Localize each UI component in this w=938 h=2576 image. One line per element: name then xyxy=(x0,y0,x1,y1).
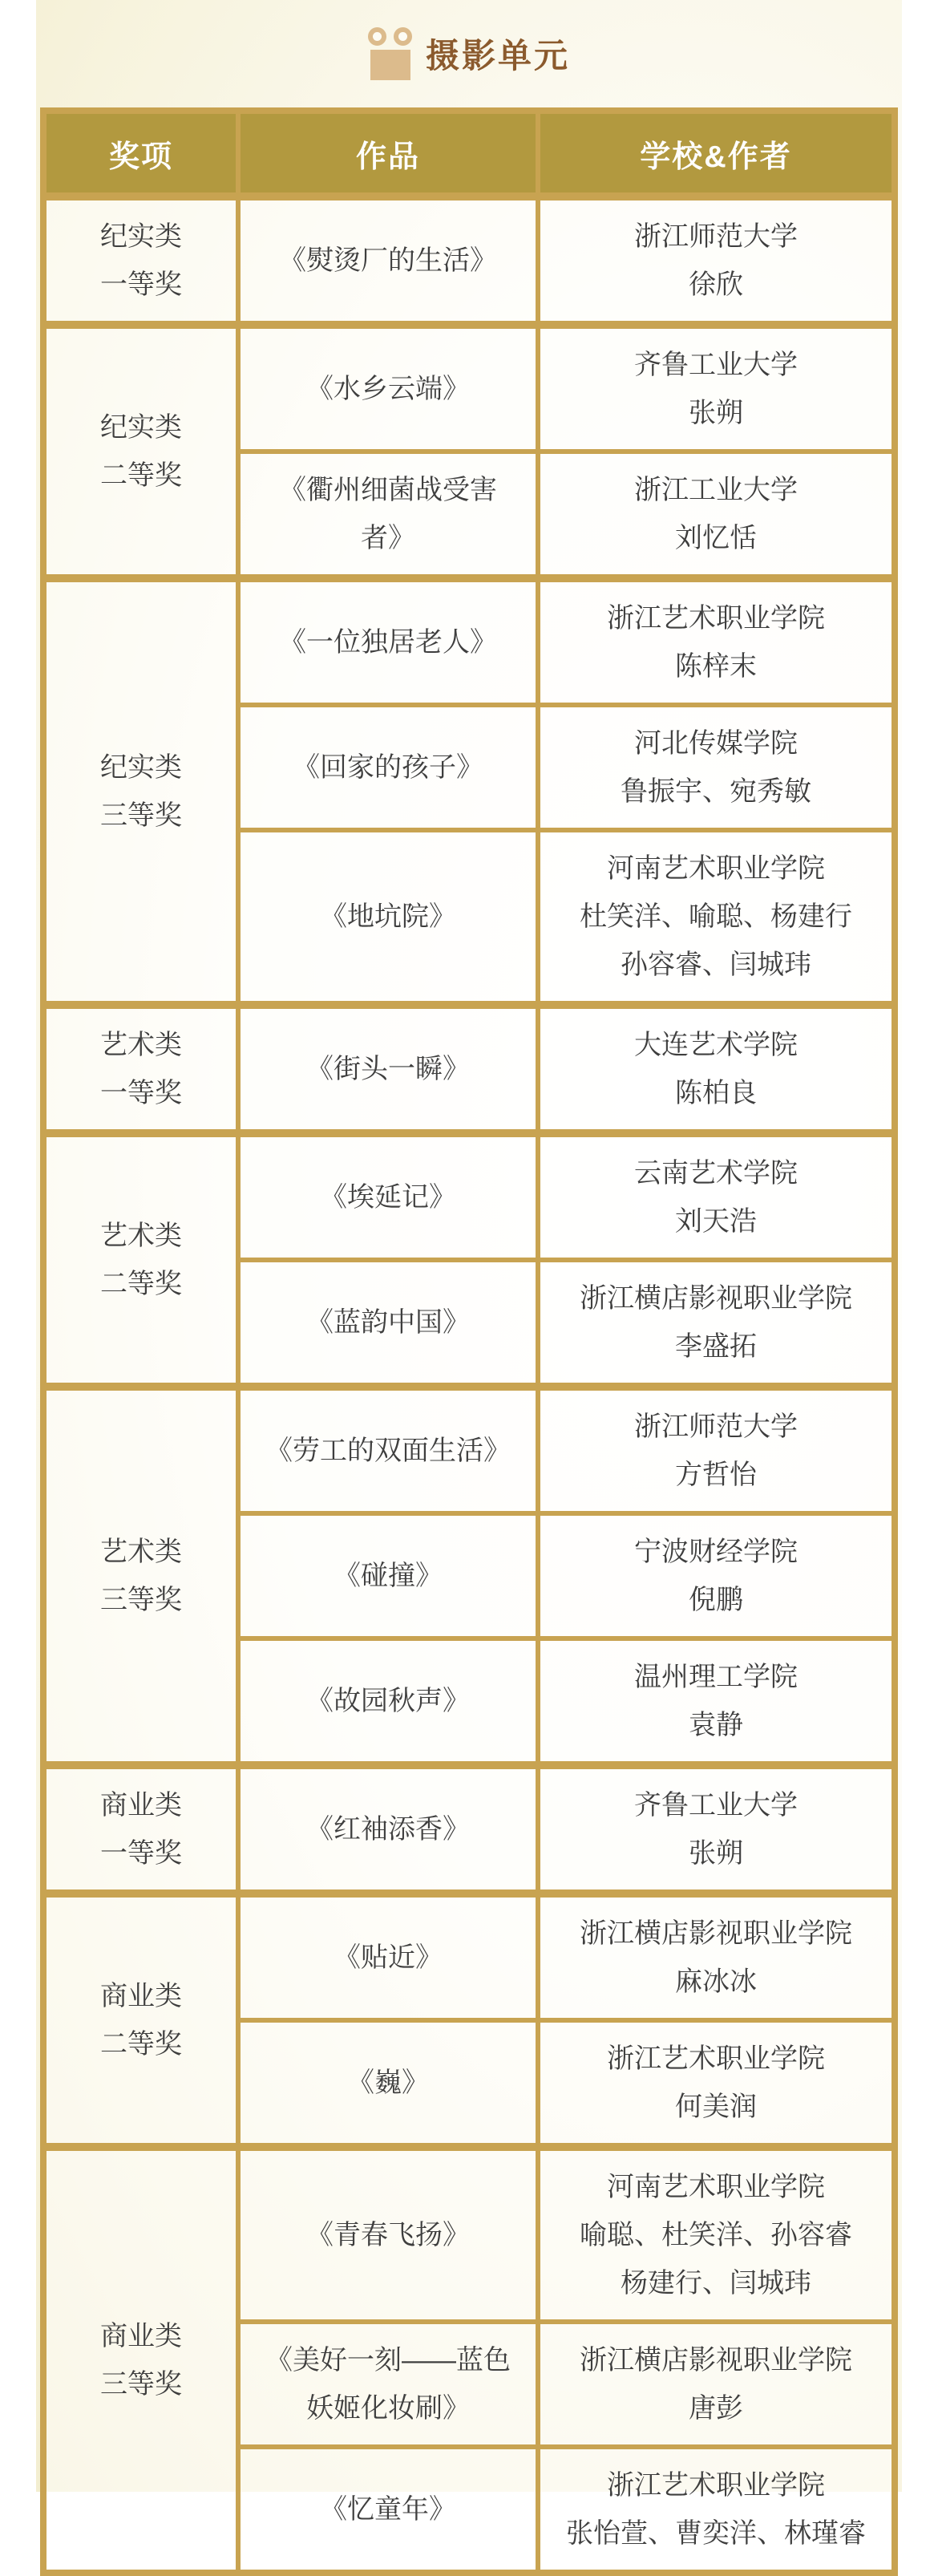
film-projector-icon xyxy=(368,27,413,80)
work-cell: 《衢州细菌战受害 者》 xyxy=(238,452,538,578)
work-cell: 《劳工的双面生活》 xyxy=(238,1387,538,1513)
table-row xyxy=(43,1133,895,1260)
work-cell: 《青春飞扬》 xyxy=(238,2147,538,2322)
award-group-cell: 商业类 三等奖 xyxy=(43,2147,238,2573)
content-panel xyxy=(36,0,902,2549)
school-author-cell: 齐鲁工业大学 张朔 xyxy=(538,1765,895,1894)
work-cell: 《地坑院》 xyxy=(238,830,538,1005)
school-author-cell: 浙江师范大学 徐欣 xyxy=(538,196,895,325)
work-cell: 《回家的孩子》 xyxy=(238,705,538,830)
work-cell: 《红袖添香》 xyxy=(238,1765,538,1894)
school-author-cell: 浙江横店影视职业学院 麻冰冰 xyxy=(538,1894,895,2020)
projector-reel-right xyxy=(394,27,412,46)
school-author-cell: 河南艺术职业学院 杜笑洋、喻聪、杨建行 孙容睿、闫城玮 xyxy=(538,830,895,1005)
school-author-cell: 河南艺术职业学院 喻聪、杜笑洋、孙容睿 杨建行、闫城玮 xyxy=(538,2147,895,2322)
award-group-cell: 艺术类 三等奖 xyxy=(43,1387,238,1765)
page-header xyxy=(36,0,902,107)
page-title: 摄影单元 xyxy=(425,37,570,75)
table-row xyxy=(43,1765,895,1894)
award-group-cell: 商业类 二等奖 xyxy=(43,1894,238,2147)
work-cell: 《街头一瞬》 xyxy=(238,1005,538,1133)
school-author-cell: 云南艺术学院 刘天浩 xyxy=(538,1133,895,1260)
school-author-cell: 齐鲁工业大学 张朔 xyxy=(538,325,895,452)
work-cell: 《埃延记》 xyxy=(238,1133,538,1260)
column-header-work: 作品 xyxy=(238,111,538,196)
award-group-cell: 艺术类 一等奖 xyxy=(43,1005,238,1133)
column-header-school-author: 学校&作者 xyxy=(538,111,895,196)
award-group-cell: 纪实类 一等奖 xyxy=(43,196,238,325)
work-cell: 《蓝韵中国》 xyxy=(238,1260,538,1387)
school-author-cell: 河北传媒学院 鲁振宇、宛秀敏 xyxy=(538,705,895,830)
school-author-cell: 浙江艺术职业学院 陈梓末 xyxy=(538,578,895,705)
table-row xyxy=(43,325,895,452)
work-cell: 《熨烫厂的生活》 xyxy=(238,196,538,325)
work-cell: 《碰撞》 xyxy=(238,1513,538,1638)
school-author-cell: 浙江艺术职业学院 何美润 xyxy=(538,2020,895,2147)
school-author-cell: 浙江工业大学 刘忆恬 xyxy=(538,452,895,578)
work-cell: 《忆童年》 xyxy=(238,2447,538,2573)
school-author-cell: 宁波财经学院 倪鹏 xyxy=(538,1513,895,1638)
work-cell: 《水乡云端》 xyxy=(238,325,538,452)
awards-table xyxy=(40,107,898,2576)
work-cell: 《一位独居老人》 xyxy=(238,578,538,705)
school-author-cell: 浙江艺术职业学院 张怡萱、曹奕洋、林瑾睿 xyxy=(538,2447,895,2573)
school-author-cell: 大连艺术学院 陈柏良 xyxy=(538,1005,895,1133)
projector-body xyxy=(370,50,410,80)
table-row xyxy=(43,578,895,705)
table-header-row xyxy=(43,111,895,196)
work-cell: 《贴近》 xyxy=(238,1894,538,2020)
work-cell: 《故园秋声》 xyxy=(238,1638,538,1765)
school-author-cell: 浙江师范大学 方哲怡 xyxy=(538,1387,895,1513)
projector-reel-left xyxy=(368,27,386,46)
award-group-cell: 纪实类 二等奖 xyxy=(43,325,238,578)
award-group-cell: 艺术类 二等奖 xyxy=(43,1133,238,1387)
school-author-cell: 温州理工学院 袁静 xyxy=(538,1638,895,1765)
table-row xyxy=(43,1005,895,1133)
table-row xyxy=(43,196,895,325)
work-cell: 《巍》 xyxy=(238,2020,538,2147)
award-group-cell: 纪实类 三等奖 xyxy=(43,578,238,1005)
table-row xyxy=(43,1894,895,2020)
award-group-cell: 商业类 一等奖 xyxy=(43,1765,238,1894)
work-cell: 《美好一刻——蓝色 妖姬化妆刷》 xyxy=(238,2322,538,2447)
school-author-cell: 浙江横店影视职业学院 唐彭 xyxy=(538,2322,895,2447)
column-header-award: 奖项 xyxy=(43,111,238,196)
table-row xyxy=(43,2147,895,2322)
table-row xyxy=(43,1387,895,1513)
school-author-cell: 浙江横店影视职业学院 李盛拓 xyxy=(538,1260,895,1387)
